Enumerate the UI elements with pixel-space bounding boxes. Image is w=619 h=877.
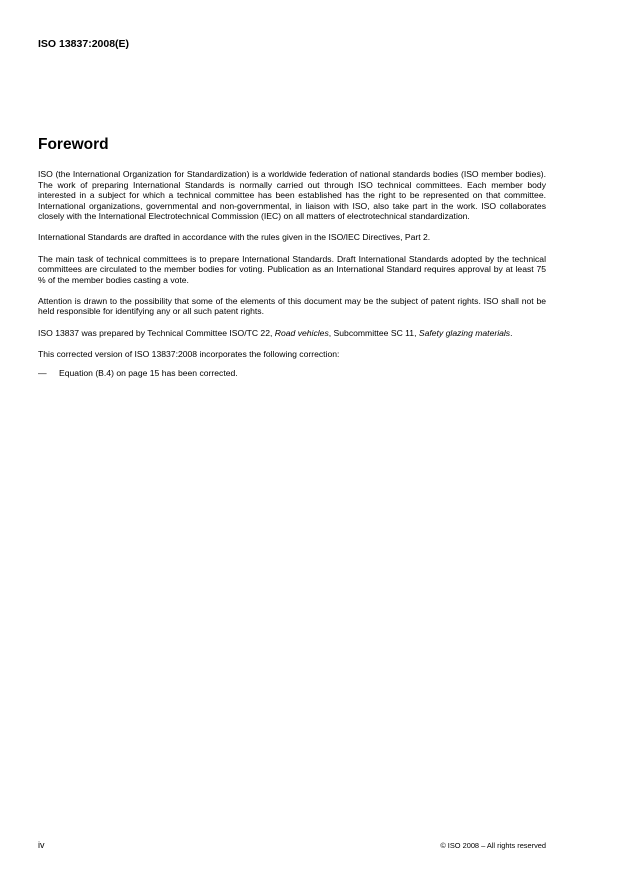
prepared-by-text: ISO 13837 was prepared by Technical Committee ISO/TC 22,	[38, 327, 275, 338]
correction-text: Equation (B.4) on page 15 has been corrected.	[59, 368, 238, 379]
paragraph-drafting-rules: International Standards are drafted in accordance with the rules given in the ISO/IEC Directives, Part 2.	[38, 232, 431, 243]
paragraph-correction-intro: This corrected version of ISO 13837:2008 incorporates the following correction:	[38, 348, 340, 359]
copyright-notice: © ISO 2008 – All rights reserved	[440, 841, 546, 850]
prepared-by-text-3: .	[510, 327, 513, 338]
list-dash: —	[38, 368, 47, 379]
subcommittee-title: Safety glazing materials	[418, 327, 511, 338]
page-number: iv	[38, 840, 45, 850]
list-item	[38, 368, 546, 379]
foreword-body	[38, 169, 546, 379]
paragraph-iso-federation: ISO (the International Organization for Standardization) is a worldwide federation of national standards bodies (ISO member bodies). The work of preparing International Standards is normally carried out through ISO technical committees. Each member body interested in a subject for which a technical committee has been established has the right to be represented on that committee. International organizations, governmental and non-governmental, in liaison with ISO, also take part in the work. ISO collaborates closely with the International Electrotechnical Commission (IEC) on all matters of electrotechnical standardization.	[38, 169, 546, 222]
paragraph-patent-rights: Attention is drawn to the possibility that some of the elements of this document may be the subject of patent rights. ISO shall not be held responsible for identifying any or all such patent rights.	[38, 295, 546, 317]
page-title: Foreword	[38, 136, 109, 153]
paragraph-committee-task: The main task of technical committees is to prepare International Standards. Draft International Standards adopted by the technical committees are circulated to the member bodies for voting. Publication as an International Standard requires approval by at least 75 % of the member bodies casting a vote.	[38, 253, 546, 285]
document-header: ISO 13837:2008(E)	[38, 38, 130, 50]
prepared-by-text-2: , Subcommittee SC 11,	[328, 327, 419, 338]
paragraph-prepared-by	[38, 328, 546, 339]
committee-title: Road vehicles	[274, 327, 329, 338]
